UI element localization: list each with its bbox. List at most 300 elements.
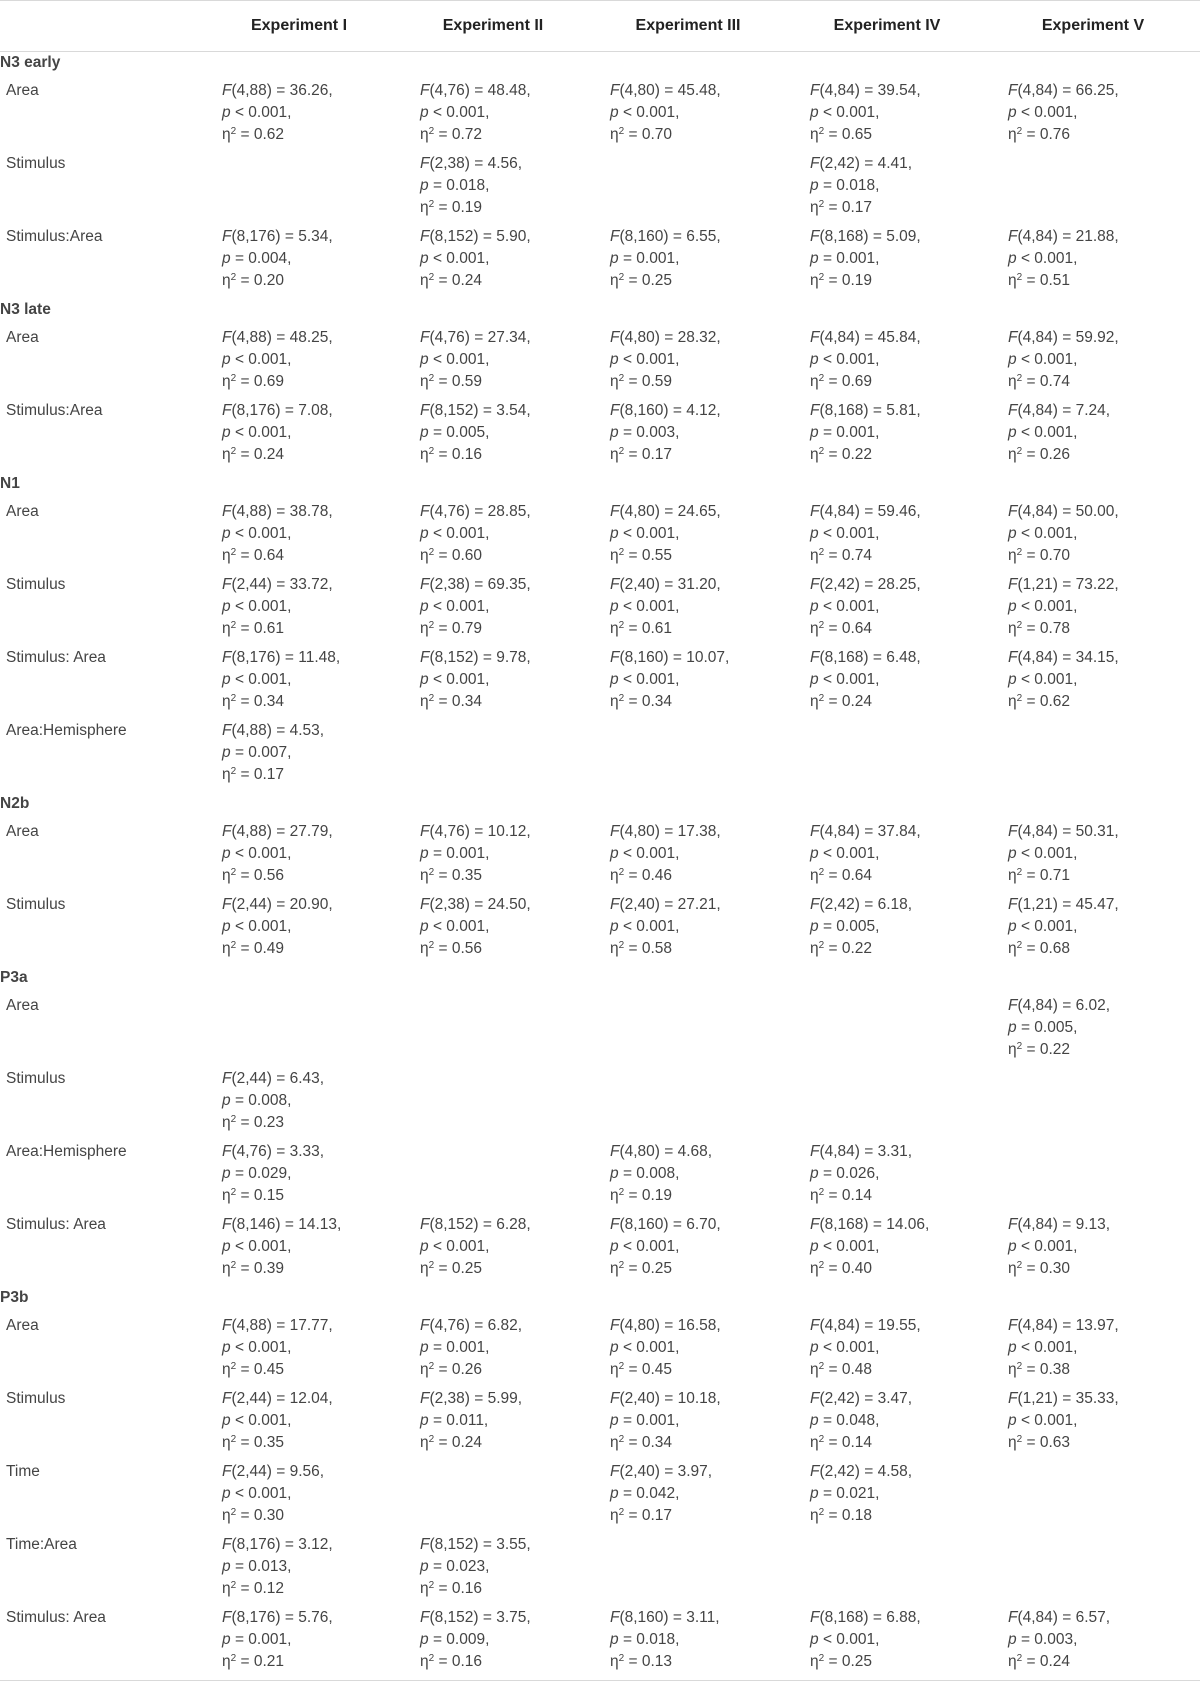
table-row xyxy=(0,1607,1200,1681)
p-value: p < 0.001, xyxy=(222,671,292,688)
factor-label: Stimulus xyxy=(6,896,66,913)
f-statistic: F(2,38) = 4.56, xyxy=(420,155,523,172)
f-statistic: F(8,160) = 6.70, xyxy=(610,1216,721,1233)
eta-squared: $\eta^2 = 0.19$ xyxy=(610,1187,673,1204)
f-statistic: F(4,80) = 17.38, xyxy=(610,823,721,840)
p-value: p < 0.001, xyxy=(810,351,880,368)
stat-cell xyxy=(200,574,398,647)
p-value: p = 0.023, xyxy=(420,1558,490,1575)
p-value: p < 0.001, xyxy=(222,104,292,121)
stat-cell xyxy=(588,1461,788,1534)
f-statistic: F(4,84) = 37.84, xyxy=(810,823,921,840)
f-statistic: F(2,40) = 31.20, xyxy=(610,576,721,593)
eta-squared: $\eta^2 = 0.18$ xyxy=(810,1507,873,1524)
stat-cell xyxy=(788,1315,986,1388)
stat-cell xyxy=(398,1315,588,1388)
stat-cell xyxy=(986,1388,1200,1461)
stat-cell xyxy=(398,1607,588,1681)
f-statistic: F(1,21) = 35.33, xyxy=(1008,1390,1119,1407)
f-statistic: F(4,88) = 4.53, xyxy=(222,722,325,739)
f-statistic: F(2,42) = 28.25, xyxy=(810,576,921,593)
p-value: p < 0.001, xyxy=(420,525,490,542)
stat-cell xyxy=(788,1461,986,1534)
p-value: p < 0.001, xyxy=(610,1238,680,1255)
eta-squared: $\eta^2 = 0.39$ xyxy=(222,1260,285,1277)
table-row xyxy=(0,720,1200,793)
f-statistic: F(4,76) = 3.33, xyxy=(222,1143,325,1160)
eta-squared: $\eta^2 = 0.48$ xyxy=(810,1361,873,1378)
f-statistic: F(8,160) = 6.55, xyxy=(610,228,721,245)
table-row xyxy=(0,80,1200,153)
stat-cell xyxy=(986,821,1200,894)
f-statistic: F(8,168) = 6.48, xyxy=(810,649,921,666)
f-statistic: F(4,84) = 6.02, xyxy=(1008,997,1111,1014)
f-statistic: F(4,84) = 19.55, xyxy=(810,1317,921,1334)
stat-cell xyxy=(986,400,1200,473)
p-value: p = 0.003, xyxy=(610,424,680,441)
factor-label: Stimulus xyxy=(6,576,66,593)
eta-squared: $\eta^2 = 0.19$ xyxy=(810,272,873,289)
stat-cell xyxy=(398,80,588,153)
f-statistic: F(4,88) = 36.26, xyxy=(222,82,333,99)
eta-squared: $\eta^2 = 0.14$ xyxy=(810,1187,873,1204)
p-value: p < 0.001, xyxy=(222,598,292,615)
eta-squared: $\eta^2 = 0.17$ xyxy=(610,446,673,463)
p-value: p < 0.001, xyxy=(810,1238,880,1255)
p-value: p < 0.001, xyxy=(610,671,680,688)
p-value: p = 0.003, xyxy=(1008,1631,1078,1648)
p-value: p < 0.001, xyxy=(610,598,680,615)
stat-cell xyxy=(788,894,986,967)
table-row xyxy=(0,1315,1200,1388)
eta-squared: $\eta^2 = 0.19$ xyxy=(420,199,483,216)
f-statistic: F(4,76) = 48.48, xyxy=(420,82,531,99)
eta-squared: $\eta^2 = 0.25$ xyxy=(810,1653,873,1670)
section-title: N3 late xyxy=(0,301,51,318)
p-value: p < 0.001, xyxy=(610,351,680,368)
eta-squared: $\eta^2 = 0.16$ xyxy=(420,1653,483,1670)
f-statistic: F(4,84) = 59.92, xyxy=(1008,329,1119,346)
section-title: N2b xyxy=(0,795,30,812)
p-value: p = 0.005, xyxy=(1008,1019,1078,1036)
p-value: p < 0.001, xyxy=(610,918,680,935)
eta-squared: $\eta^2 = 0.74$ xyxy=(1008,373,1071,390)
section-row xyxy=(0,967,1200,995)
eta-squared: $\eta^2 = 0.24$ xyxy=(222,446,285,463)
eta-squared: $\eta^2 = 0.69$ xyxy=(222,373,285,390)
stat-cell xyxy=(986,1068,1200,1141)
eta-squared: $\eta^2 = 0.63$ xyxy=(1008,1434,1071,1451)
p-value: p = 0.001, xyxy=(420,1339,490,1356)
f-statistic: F(8,152) = 3.75, xyxy=(420,1609,531,1626)
eta-squared: $\eta^2 = 0.35$ xyxy=(420,867,483,884)
stat-cell xyxy=(398,995,588,1068)
stat-cell xyxy=(200,995,398,1068)
f-statistic: F(8,176) = 5.76, xyxy=(222,1609,333,1626)
p-value: p < 0.001, xyxy=(1008,1238,1078,1255)
p-value: p = 0.048, xyxy=(810,1412,880,1429)
factor-label: Area xyxy=(6,329,39,346)
p-value: p < 0.001, xyxy=(222,1238,292,1255)
stat-cell xyxy=(986,647,1200,720)
p-value: p < 0.001, xyxy=(222,351,292,368)
f-statistic: F(8,152) = 6.28, xyxy=(420,1216,531,1233)
stat-cell xyxy=(788,1607,986,1681)
section-title: N1 xyxy=(0,475,20,492)
stat-cell xyxy=(588,1068,788,1141)
eta-squared: $\eta^2 = 0.56$ xyxy=(420,940,483,957)
p-value: p < 0.001, xyxy=(222,845,292,862)
eta-squared: $\eta^2 = 0.65$ xyxy=(810,126,873,143)
eta-squared: $\eta^2 = 0.68$ xyxy=(1008,940,1071,957)
p-value: p < 0.001, xyxy=(1008,1339,1078,1356)
f-statistic: F(4,84) = 34.15, xyxy=(1008,649,1119,666)
p-value: p < 0.001, xyxy=(1008,104,1078,121)
f-statistic: F(4,80) = 24.65, xyxy=(610,503,721,520)
stat-cell xyxy=(986,226,1200,299)
f-statistic: F(4,88) = 48.25, xyxy=(222,329,333,346)
p-value: p < 0.001, xyxy=(810,845,880,862)
table-row xyxy=(0,1214,1200,1287)
f-statistic: F(4,76) = 27.34, xyxy=(420,329,531,346)
stat-cell xyxy=(788,501,986,574)
eta-squared: $\eta^2 = 0.24$ xyxy=(420,272,483,289)
p-value: p = 0.009, xyxy=(420,1631,490,1648)
factor-label: Area xyxy=(6,503,39,520)
stat-cell xyxy=(200,1607,398,1681)
factor-label: Stimulus: Area xyxy=(6,649,106,666)
factor-label: Time:Area xyxy=(6,1536,77,1553)
f-statistic: F(8,176) = 7.08, xyxy=(222,402,333,419)
stat-cell xyxy=(398,1141,588,1214)
f-statistic: F(8,152) = 5.90, xyxy=(420,228,531,245)
stat-cell xyxy=(788,995,986,1068)
eta-squared: $\eta^2 = 0.71$ xyxy=(1008,867,1071,884)
f-statistic: F(1,21) = 73.22, xyxy=(1008,576,1119,593)
eta-squared: $\eta^2 = 0.17$ xyxy=(810,199,873,216)
factor-label: Stimulus: Area xyxy=(6,1216,106,1233)
eta-squared: $\eta^2 = 0.26$ xyxy=(420,1361,483,1378)
stat-cell xyxy=(200,1214,398,1287)
stat-cell xyxy=(200,400,398,473)
eta-squared: $\eta^2 = 0.15$ xyxy=(222,1187,285,1204)
f-statistic: F(8,160) = 3.11, xyxy=(610,1609,720,1626)
f-statistic: F(4,80) = 45.48, xyxy=(610,82,721,99)
table-body xyxy=(0,52,1200,1681)
stat-cell xyxy=(200,1534,398,1607)
eta-squared: $\eta^2 = 0.35$ xyxy=(222,1434,285,1451)
p-value: p < 0.001, xyxy=(420,598,490,615)
stat-cell xyxy=(588,226,788,299)
f-statistic: F(4,84) = 3.31, xyxy=(810,1143,913,1160)
p-value: p = 0.005, xyxy=(810,918,880,935)
table-row xyxy=(0,501,1200,574)
stat-cell xyxy=(788,1534,986,1607)
p-value: p < 0.001, xyxy=(810,598,880,615)
stat-cell xyxy=(788,1388,986,1461)
eta-squared: $\eta^2 = 0.14$ xyxy=(810,1434,873,1451)
f-statistic: F(2,40) = 10.18, xyxy=(610,1390,721,1407)
stat-cell xyxy=(398,720,588,793)
table-row xyxy=(0,894,1200,967)
factor-label: Area xyxy=(6,1317,39,1334)
stat-cell xyxy=(788,1141,986,1214)
section-row xyxy=(0,793,1200,821)
stat-cell xyxy=(986,153,1200,226)
eta-squared: $\eta^2 = 0.30$ xyxy=(1008,1260,1071,1277)
eta-squared: $\eta^2 = 0.79$ xyxy=(420,620,483,637)
factor-label: Stimulus:Area xyxy=(6,228,103,245)
p-value: p = 0.011, xyxy=(420,1412,489,1429)
stat-cell xyxy=(788,574,986,647)
factor-label: Area xyxy=(6,997,39,1014)
f-statistic: F(4,76) = 6.82, xyxy=(420,1317,523,1334)
f-statistic: F(8,176) = 11.48, xyxy=(222,649,341,666)
stat-cell xyxy=(588,1141,788,1214)
table-row xyxy=(0,1534,1200,1607)
p-value: p < 0.001, xyxy=(1008,918,1078,935)
section-title: N3 early xyxy=(0,54,61,71)
stat-cell xyxy=(200,327,398,400)
stat-cell xyxy=(986,1315,1200,1388)
stat-cell xyxy=(200,1315,398,1388)
eta-squared: $\eta^2 = 0.78$ xyxy=(1008,620,1071,637)
p-value: p = 0.004, xyxy=(222,250,292,267)
eta-squared: $\eta^2 = 0.64$ xyxy=(222,547,285,564)
eta-squared: $\eta^2 = 0.58$ xyxy=(610,940,673,957)
factor-label: Stimulus xyxy=(6,155,66,172)
p-value: p < 0.001, xyxy=(1008,525,1078,542)
stat-cell xyxy=(986,501,1200,574)
p-value: p < 0.001, xyxy=(610,1339,680,1356)
p-value: p < 0.001, xyxy=(810,1631,880,1648)
eta-squared: $\eta^2 = 0.24$ xyxy=(420,1434,483,1451)
stat-cell xyxy=(398,153,588,226)
eta-squared: $\eta^2 = 0.56$ xyxy=(222,867,285,884)
factor-label: Stimulus xyxy=(6,1070,66,1087)
header-experiment-4: Experiment IV xyxy=(788,1,986,52)
f-statistic: F(4,80) = 16.58, xyxy=(610,1317,721,1334)
f-statistic: F(4,84) = 7.24, xyxy=(1008,402,1111,419)
f-statistic: F(4,80) = 4.68, xyxy=(610,1143,713,1160)
eta-squared: $\eta^2 = 0.60$ xyxy=(420,547,483,564)
eta-squared: $\eta^2 = 0.49$ xyxy=(222,940,285,957)
f-statistic: F(8,160) = 4.12, xyxy=(610,402,721,419)
stat-cell xyxy=(986,995,1200,1068)
eta-squared: $\eta^2 = 0.34$ xyxy=(610,693,673,710)
factor-label: Area xyxy=(6,82,39,99)
factor-label: Stimulus xyxy=(6,1390,66,1407)
f-statistic: F(4,84) = 6.57, xyxy=(1008,1609,1111,1626)
section-row xyxy=(0,473,1200,501)
p-value: p = 0.007, xyxy=(222,744,292,761)
p-value: p = 0.018, xyxy=(420,177,490,194)
eta-squared: $\eta^2 = 0.30$ xyxy=(222,1507,285,1524)
p-value: p = 0.001, xyxy=(420,845,490,862)
f-statistic: F(8,152) = 9.78, xyxy=(420,649,531,666)
eta-squared: $\eta^2 = 0.64$ xyxy=(810,620,873,637)
table-row xyxy=(0,1461,1200,1534)
eta-squared: $\eta^2 = 0.69$ xyxy=(810,373,873,390)
header-factor-column xyxy=(0,1,200,52)
stat-cell xyxy=(200,226,398,299)
p-value: p < 0.001, xyxy=(610,845,680,862)
eta-squared: $\eta^2 = 0.25$ xyxy=(420,1260,483,1277)
f-statistic: F(4,84) = 59.46, xyxy=(810,503,921,520)
eta-squared: $\eta^2 = 0.17$ xyxy=(222,766,285,783)
p-value: p = 0.013, xyxy=(222,1558,292,1575)
eta-squared: $\eta^2 = 0.76$ xyxy=(1008,126,1071,143)
eta-squared: $\eta^2 = 0.62$ xyxy=(1008,693,1071,710)
f-statistic: F(2,44) = 20.90, xyxy=(222,896,333,913)
f-statistic: F(4,80) = 28.32, xyxy=(610,329,721,346)
p-value: p = 0.001, xyxy=(810,250,880,267)
f-statistic: F(4,76) = 10.12, xyxy=(420,823,531,840)
eta-squared: $\eta^2 = 0.16$ xyxy=(420,446,483,463)
f-statistic: F(4,88) = 17.77, xyxy=(222,1317,333,1334)
f-statistic: F(4,84) = 39.54, xyxy=(810,82,921,99)
eta-squared: $\eta^2 = 0.70$ xyxy=(610,126,673,143)
p-value: p < 0.001, xyxy=(222,1412,292,1429)
p-value: p = 0.005, xyxy=(420,424,490,441)
eta-squared: $\eta^2 = 0.16$ xyxy=(420,1580,483,1597)
p-value: p < 0.001, xyxy=(420,671,490,688)
stat-cell xyxy=(986,894,1200,967)
stat-cell xyxy=(588,1534,788,1607)
f-statistic: F(8,168) = 6.88, xyxy=(810,1609,921,1626)
stat-cell xyxy=(200,153,398,226)
f-statistic: F(8,176) = 3.12, xyxy=(222,1536,333,1553)
stat-cell xyxy=(398,574,588,647)
p-value: p = 0.021, xyxy=(810,1485,880,1502)
stat-cell xyxy=(398,1388,588,1461)
stat-cell xyxy=(788,327,986,400)
p-value: p < 0.001, xyxy=(222,1339,292,1356)
eta-squared: $\eta^2 = 0.34$ xyxy=(610,1434,673,1451)
eta-squared: $\eta^2 = 0.70$ xyxy=(1008,547,1071,564)
p-value: p < 0.001, xyxy=(810,525,880,542)
f-statistic: F(2,44) = 9.56, xyxy=(222,1463,325,1480)
eta-squared: $\eta^2 = 0.62$ xyxy=(222,126,285,143)
factor-label: Stimulus: Area xyxy=(0,1607,200,1681)
eta-squared: $\eta^2 = 0.46$ xyxy=(610,867,673,884)
f-statistic: F(2,40) = 27.21, xyxy=(610,896,721,913)
p-value: p < 0.001, xyxy=(420,918,490,935)
eta-squared: $\eta^2 = 0.24$ xyxy=(1008,1653,1071,1670)
p-value: p < 0.001, xyxy=(222,918,292,935)
section-row xyxy=(0,52,1200,81)
p-value: p < 0.001, xyxy=(610,525,680,542)
table-row xyxy=(0,400,1200,473)
stat-cell xyxy=(986,1461,1200,1534)
table-row xyxy=(0,1068,1200,1141)
f-statistic: F(4,84) = 9.13, xyxy=(1008,1216,1111,1233)
header-experiment-5: Experiment V xyxy=(986,1,1200,52)
p-value: p = 0.001, xyxy=(810,424,880,441)
stat-cell xyxy=(986,1607,1200,1681)
stat-cell xyxy=(986,1214,1200,1287)
table-row xyxy=(0,1141,1200,1214)
p-value: p < 0.001, xyxy=(810,671,880,688)
stat-cell xyxy=(986,327,1200,400)
stat-cell xyxy=(788,400,986,473)
stat-cell xyxy=(398,226,588,299)
f-statistic: F(4,84) = 50.00, xyxy=(1008,503,1119,520)
stat-cell xyxy=(398,1534,588,1607)
eta-squared: $\eta^2 = 0.23$ xyxy=(222,1114,285,1131)
stat-cell xyxy=(588,647,788,720)
stat-cell xyxy=(200,894,398,967)
stat-cell xyxy=(398,1068,588,1141)
table-row xyxy=(0,1388,1200,1461)
section-row xyxy=(0,1287,1200,1315)
eta-squared: $\eta^2 = 0.21$ xyxy=(222,1653,285,1670)
eta-squared: $\eta^2 = 0.22$ xyxy=(810,446,873,463)
p-value: p = 0.018, xyxy=(610,1631,680,1648)
stat-cell xyxy=(200,720,398,793)
eta-squared: $\eta^2 = 0.20$ xyxy=(222,272,285,289)
table-row xyxy=(0,821,1200,894)
p-value: p = 0.001, xyxy=(222,1631,292,1648)
eta-squared: $\eta^2 = 0.34$ xyxy=(420,693,483,710)
p-value: p = 0.001, xyxy=(610,1412,680,1429)
stat-cell xyxy=(588,1388,788,1461)
stat-cell xyxy=(200,501,398,574)
p-value: p < 0.001, xyxy=(420,104,490,121)
eta-squared: $\eta^2 = 0.22$ xyxy=(810,940,873,957)
stat-cell xyxy=(588,720,788,793)
stat-cell xyxy=(398,647,588,720)
f-statistic: F(4,84) = 13.97, xyxy=(1008,1317,1119,1334)
stat-cell xyxy=(200,647,398,720)
header-experiment-3: Experiment III xyxy=(588,1,788,52)
header-experiment-1: Experiment I xyxy=(200,1,398,52)
factor-label: Time xyxy=(6,1463,40,1480)
p-value: p < 0.001, xyxy=(420,1238,490,1255)
eta-squared: $\eta^2 = 0.45$ xyxy=(610,1361,673,1378)
stat-cell xyxy=(398,894,588,967)
p-value: p < 0.001, xyxy=(222,424,292,441)
stat-cell xyxy=(588,400,788,473)
stat-cell xyxy=(788,80,986,153)
f-statistic: F(2,42) = 4.58, xyxy=(810,1463,913,1480)
stat-cell xyxy=(588,153,788,226)
stat-cell xyxy=(986,574,1200,647)
p-value: p < 0.001, xyxy=(610,104,680,121)
f-statistic: F(2,42) = 6.18, xyxy=(810,896,913,913)
p-value: p = 0.042, xyxy=(610,1485,680,1502)
stat-cell xyxy=(588,327,788,400)
stat-cell xyxy=(588,1214,788,1287)
eta-squared: $\eta^2 = 0.34$ xyxy=(222,693,285,710)
eta-squared: $\eta^2 = 0.25$ xyxy=(610,272,673,289)
f-statistic: F(8,146) = 14.13, xyxy=(222,1216,342,1233)
p-value: p = 0.026, xyxy=(810,1165,880,1182)
eta-squared: $\eta^2 = 0.38$ xyxy=(1008,1361,1071,1378)
eta-squared: $\eta^2 = 0.61$ xyxy=(610,620,673,637)
f-statistic: F(4,88) = 27.79, xyxy=(222,823,333,840)
f-statistic: F(8,152) = 3.55, xyxy=(420,1536,531,1553)
stat-cell xyxy=(986,1141,1200,1214)
stat-cell xyxy=(200,1388,398,1461)
stat-cell xyxy=(398,327,588,400)
eta-squared: $\eta^2 = 0.61$ xyxy=(222,620,285,637)
f-statistic: F(8,168) = 14.06, xyxy=(810,1216,930,1233)
stat-cell xyxy=(200,80,398,153)
f-statistic: F(4,88) = 38.78, xyxy=(222,503,333,520)
f-statistic: F(2,42) = 3.47, xyxy=(810,1390,913,1407)
p-value: p < 0.001, xyxy=(420,250,490,267)
